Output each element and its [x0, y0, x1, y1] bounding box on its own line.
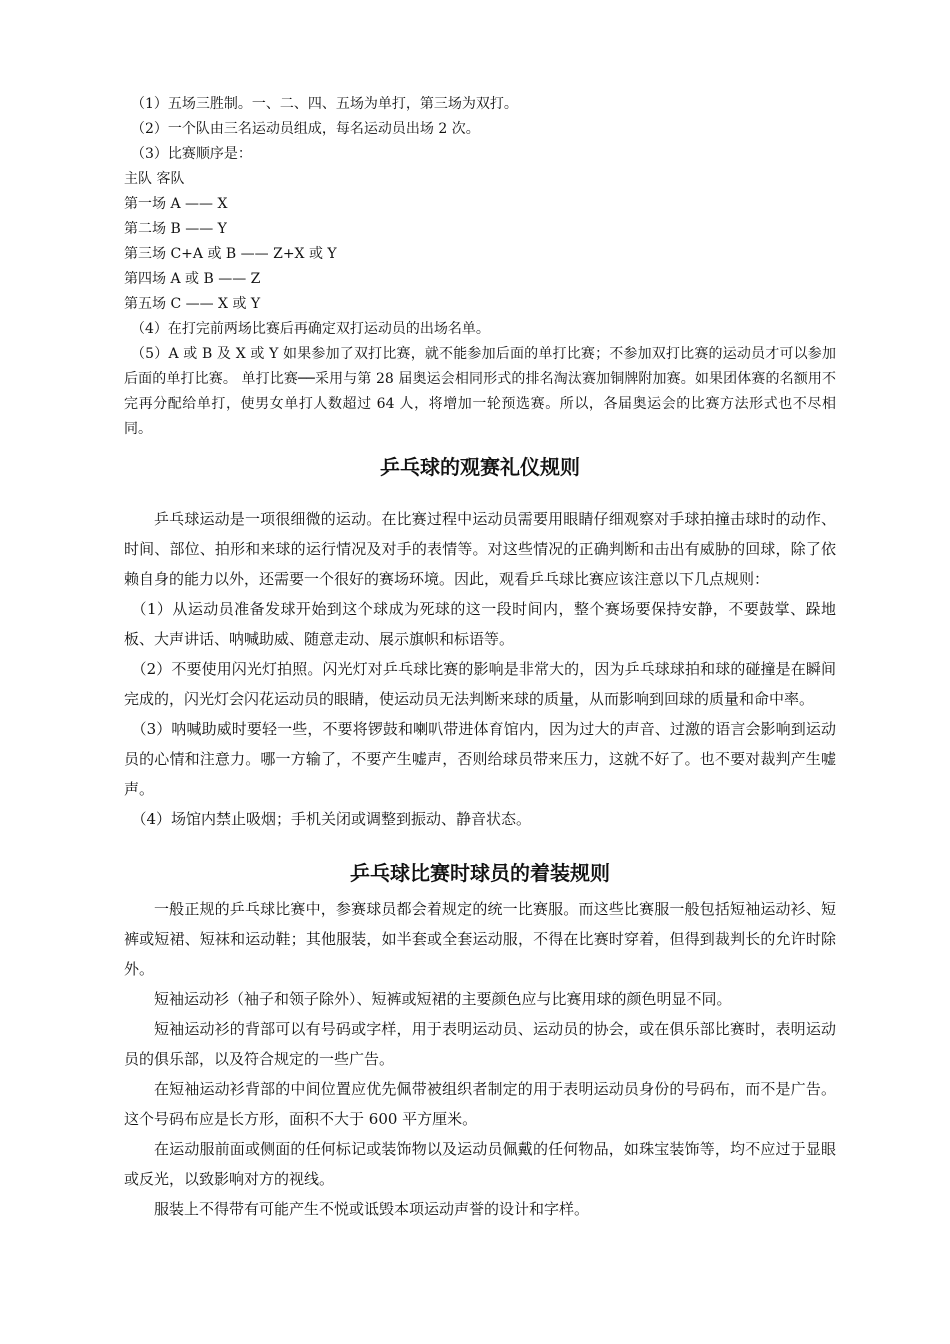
document-content	[124, 92, 836, 1224]
dress-paragraph-6: 服装上不得带有可能产生不悦或诋毁本项运动声誉的设计和字样。	[154, 1200, 590, 1218]
viewing-etiquette-section	[124, 504, 836, 834]
order-match-3: 第三场 C+A 或 B —— Z+X 或 Y	[124, 246, 337, 262]
order-header: 主队 客队	[124, 171, 185, 187]
dress-paragraph-3: 短袖运动衫的背部可以有号码或字样，用于表明运动员、运动员的协会，或在俱乐部比赛时，表明运动员的俱乐部，以及符合规定的一些广告。	[124, 1020, 836, 1068]
order-match-5: 第五场 C —— X 或 Y	[124, 296, 261, 312]
etiquette-intro: 乒乓球运动是一项很细微的运动。在比赛过程中运动员需要用眼睛仔细观察对手球拍撞击球时的动作、时间、部位、拍形和来球的运行情况及对手的表情等。对这些情况的正确判断和击出有威胁的回球，除了依赖自身的能力以外，还需要一个很好的赛场环境。因此，观看乒乓球比赛应该注意以下几点规则：	[124, 510, 836, 588]
rule-line-4: （4）在打完前两场比赛后再确定双打运动员的出场名单。	[131, 321, 490, 337]
order-match-4: 第四场 A 或 B —— Z	[124, 271, 261, 287]
dress-paragraph-5: 在运动服前面或侧面的任何标记或装饰物以及运动员佩戴的任何物品，如珠宝装饰等，均不应过于显眼或反光，以致影响对方的视线。	[124, 1140, 836, 1188]
order-match-2: 第二场 B —— Y	[124, 221, 227, 237]
etiquette-rule-1: （1）从运动员准备发球开始到这个球成为死球的这一段时间内，整个赛场要保持安静，不要鼓掌、跺地板、大声讲话、呐喊助威、随意走动、展示旗帜和标语等。	[124, 600, 836, 648]
competition-format-section	[124, 92, 836, 442]
dress-paragraph-1: 一般正规的乒乓球比赛中，参赛球员都会着规定的统一比赛服。而这些比赛服一般包括短袖运动衫、短裤或短裙、短袜和运动鞋；其他服装，如半套或全套运动服，不得在比赛时穿着，但得到裁判长的允许时除外。	[124, 900, 836, 978]
etiquette-rule-3: （3）呐喊助威时要轻一些，不要将锣鼓和喇叭带进体育馆内，因为过大的声音、过激的语言会影响到运动员的心情和注意力。哪一方输了，不要产生嘘声，否则给球员带来压力，这就不好了。也不要对裁判产生嘘声。	[124, 720, 836, 798]
etiquette-rule-4: （4）场馆内禁止吸烟；手机关闭或调整到振动、静音状态。	[131, 810, 532, 828]
dress-code-title: 乒乓球比赛时球员的着装规则	[350, 861, 610, 885]
etiquette-rule-2: （2）不要使用闪光灯拍照。闪光灯对乒乓球比赛的影响是非常大的，因为乒乓球球拍和球的碰撞是在瞬间完成的，闪光灯会闪花运动员的眼睛，使运动员无法判断来球的质量，从而影响到回球的质量和命中率。	[124, 660, 836, 708]
dress-paragraph-2: 短袖运动衫（袖子和领子除外）、短裤或短裙的主要颜色应与比赛用球的颜色明显不同。	[154, 990, 732, 1008]
order-match-1: 第一场 A —— X	[124, 196, 228, 212]
viewing-etiquette-title: 乒乓球的观赛礼仪规则	[380, 455, 580, 479]
dress-paragraph-4: 在短袖运动衫背部的中间位置应优先佩带被组织者制定的用于表明运动员身份的号码布，而不是广告。这个号码布应是长方形，面积不大于 600 平方厘米。	[124, 1080, 836, 1128]
rule-line-3: （3）比赛顺序是：	[131, 146, 252, 162]
dress-code-section	[124, 894, 836, 1224]
rule-line-1: （1）五场三胜制。一、二、四、五场为单打，第三场为双打。	[131, 96, 518, 112]
rule-line-2: （2）一个队由三名运动员组成，每名运动员出场 2 次。	[131, 121, 480, 137]
rule-line-5: （5）A 或 B 及 X 或 Y 如果参加了双打比赛，就不能参加后面的单打比赛；不参加双打比赛的运动员才可以参加后面的单打比赛。 单打比赛──采用与第 28 届奥运会相同形式的排名淘汰赛加铜牌附加赛。如果团体赛的名额用不完再分配给单打，使男女单打人数超过 64 人，将增加一轮预选赛。所以，各届奥运会的比赛方法形式也不尽相同。	[124, 346, 836, 437]
